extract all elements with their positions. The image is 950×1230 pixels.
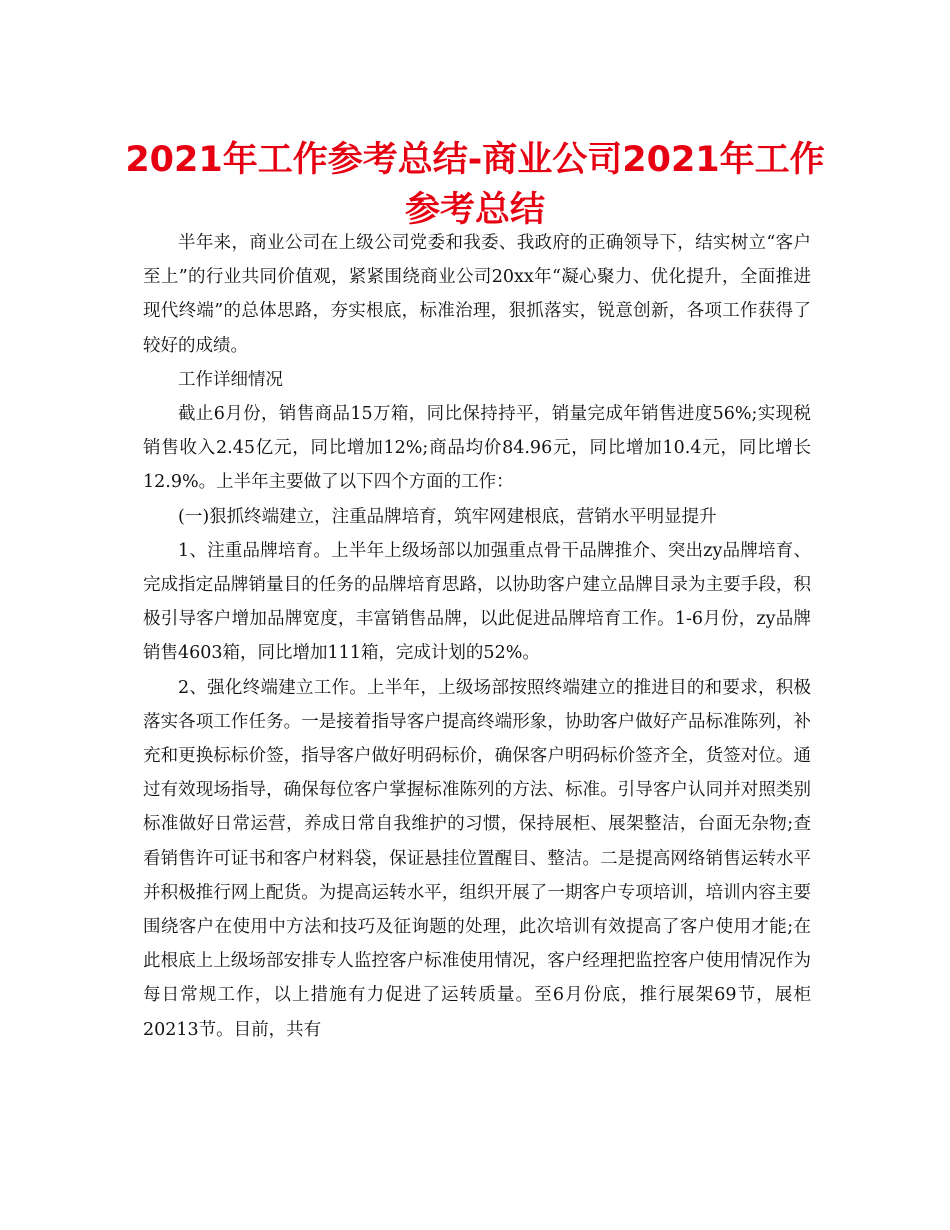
paragraph-brand-cultivation: 1、注重品牌培育。上半年上级场部以加强重点骨干品牌推介、突出zy品牌培育、完成指定品牌销量目的任务的品牌培育思路，以协助客户建立品牌目录为主要手段，积极引导客户增加品牌宽度，丰富销售品牌，以此促进品牌培育工作。1-6月份，zy品牌销售4603箱，同比增加111箱，完成计划的52%。: [143, 540, 811, 664]
document-title: 2021年工作参考总结-商业公司2021年工作参考总结: [125, 140, 825, 230]
paragraph-subsection-one: (一)狠抓终端建立，注重品牌培育，筑牢网建根底，营销水平明显提升: [178, 506, 717, 527]
paragraph-intro: 半年来，商业公司在上级公司党委和我委、我政府的正确领导下，结实树立“客户至上”的行业共同价值观，紧紧围绕商业公司20xx年“凝心聚力、优化提升，全面推进现代终端”的总体思路，夯实根底，标准治理，狠抓落实，锐意创新，各项工作获得了较好的成绩。: [143, 233, 811, 356]
paragraph-terminal-construction: 2、强化终端建立工作。上半年，上级场部按照终端建立的推进目的和要求，积极落实各项工作任务。一是接着指导客户提高终端形象，协助客户做好产品标准陈列，补充和更换标标价签，指导客户做好明码标价，确保客户明码标价签齐全，货签对位。通过有效现场指导，确保每位客户掌握标准陈列的方法、标准。引导客户认同并对照类别标准做好日常运营，养成日常自我维护的习惯，保持展柜、展架整洁，台面无杂物;查看销售许可证书和客户材料袋，保证悬挂位置醒目、整洁。二是提高网络销售运转水平并积极推行网上配货。为提高运转水平，组织开展了一期客户专项培训，培训内容主要围绕客户在使用中方法和技巧及征询题的处理，此次培训有效提高了客户使用才能;在此根底上上级场部安排专人监控客户标准使用情况，客户经理把监控客户使用情况作为每日常规工作，以上措施有力促进了运转质量。至6月份底，推行展架69节，展柜20213节。目前，共有: [143, 677, 811, 1040]
paragraph-sales-summary: 截止6月份，销售商品15万箱，同比保持持平，销量完成年销售进度56%;实现税销售收入2.45亿元，同比增加12%;商品均价84.96元，同比增加10.4元，同比增长12.9%。上半年主要做了以下四个方面的工作：: [143, 404, 811, 493]
paragraph-section-heading: 工作详细情况: [178, 369, 283, 390]
document-body: [143, 226, 811, 1047]
